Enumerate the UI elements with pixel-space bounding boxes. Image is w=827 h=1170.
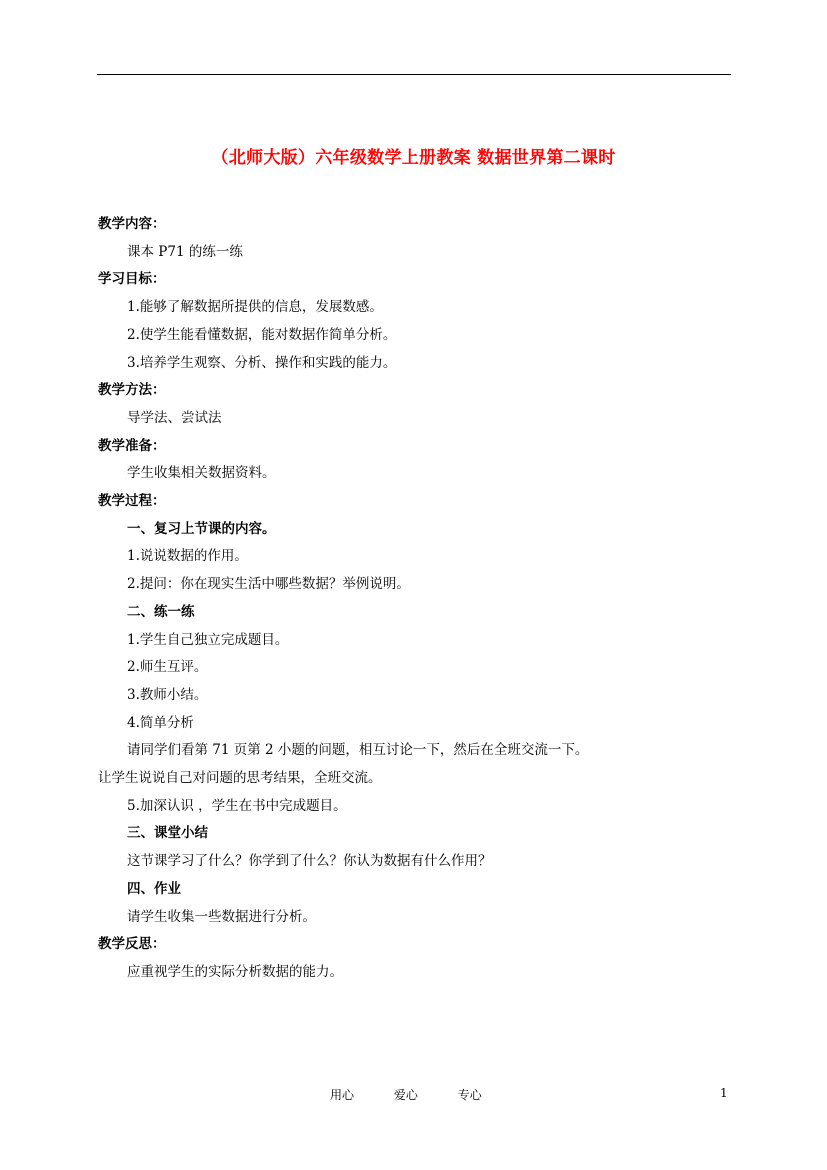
section-heading: 教学反思：	[98, 936, 166, 953]
page-number: 1	[720, 1086, 728, 1100]
body-text-line: 请同学们看第 71 页第 2 小题的问题，相互讨论一下，然后在全班交流一下。	[127, 742, 589, 759]
footer-word: 专心	[457, 1088, 482, 1102]
section-heading: 教学内容：	[98, 216, 166, 232]
body-text-line: 让学生说说自己对问题的思考结果，全班交流。	[98, 770, 382, 786]
section-heading: 四、作业	[127, 880, 181, 897]
body-text-line: 请学生收集一些数据进行分析。	[127, 908, 316, 925]
body-text-line: 1.能够了解数据所提供的信息，发展数感。	[127, 299, 383, 316]
footer-word: 爱心	[393, 1088, 418, 1102]
body-text-line: 2.使学生能看懂数据，能对数据作简单分析。	[127, 326, 397, 343]
footer-word: 用心	[330, 1088, 355, 1102]
body-text-line: 3.培养学生观察、分析、操作和实践的能力。	[127, 354, 397, 371]
section-heading: 三、课堂小结	[127, 825, 208, 842]
section-heading: 教学准备：	[98, 437, 166, 454]
section-heading: 学习目标：	[98, 271, 166, 288]
section-heading: 二、练一练	[127, 603, 195, 620]
header-rule	[97, 74, 731, 75]
body-text-line: 2.师生互评。	[127, 659, 208, 676]
section-heading: 一、复习上节课的内容。	[127, 520, 276, 537]
body-text-line: 学生收集相关数据资料。	[127, 465, 276, 482]
body-text-line: 课本 P71 的练一练	[127, 243, 243, 260]
body-text-line: 导学法、尝试法	[127, 409, 222, 426]
body-text-line: 5.加深认识 ，学生在书中完成题目。	[127, 797, 347, 814]
body-text-line: 1.说说数据的作用。	[127, 548, 248, 565]
body-text-line: 2.提问：你在现实生活中哪些数据？举例说明。	[127, 576, 410, 593]
document-title: （北师大版）六年级数学上册教案 数据世界第二课时	[211, 148, 616, 168]
body-text-line: 1.学生自己独立完成题目。	[127, 631, 289, 648]
body-text-line: 应重视学生的实际分析数据的能力。	[127, 963, 343, 980]
body-text-line: 3.教师小结。	[127, 686, 208, 703]
section-heading: 教学方法：	[98, 382, 166, 399]
body-text-line: 4.简单分析	[127, 714, 194, 731]
footer-slogan	[330, 1086, 518, 1103]
body-text-line: 这节课学习了什么？你学到了什么？你认为数据有什么作用？	[127, 853, 492, 870]
section-heading: 教学过程：	[98, 493, 166, 509]
